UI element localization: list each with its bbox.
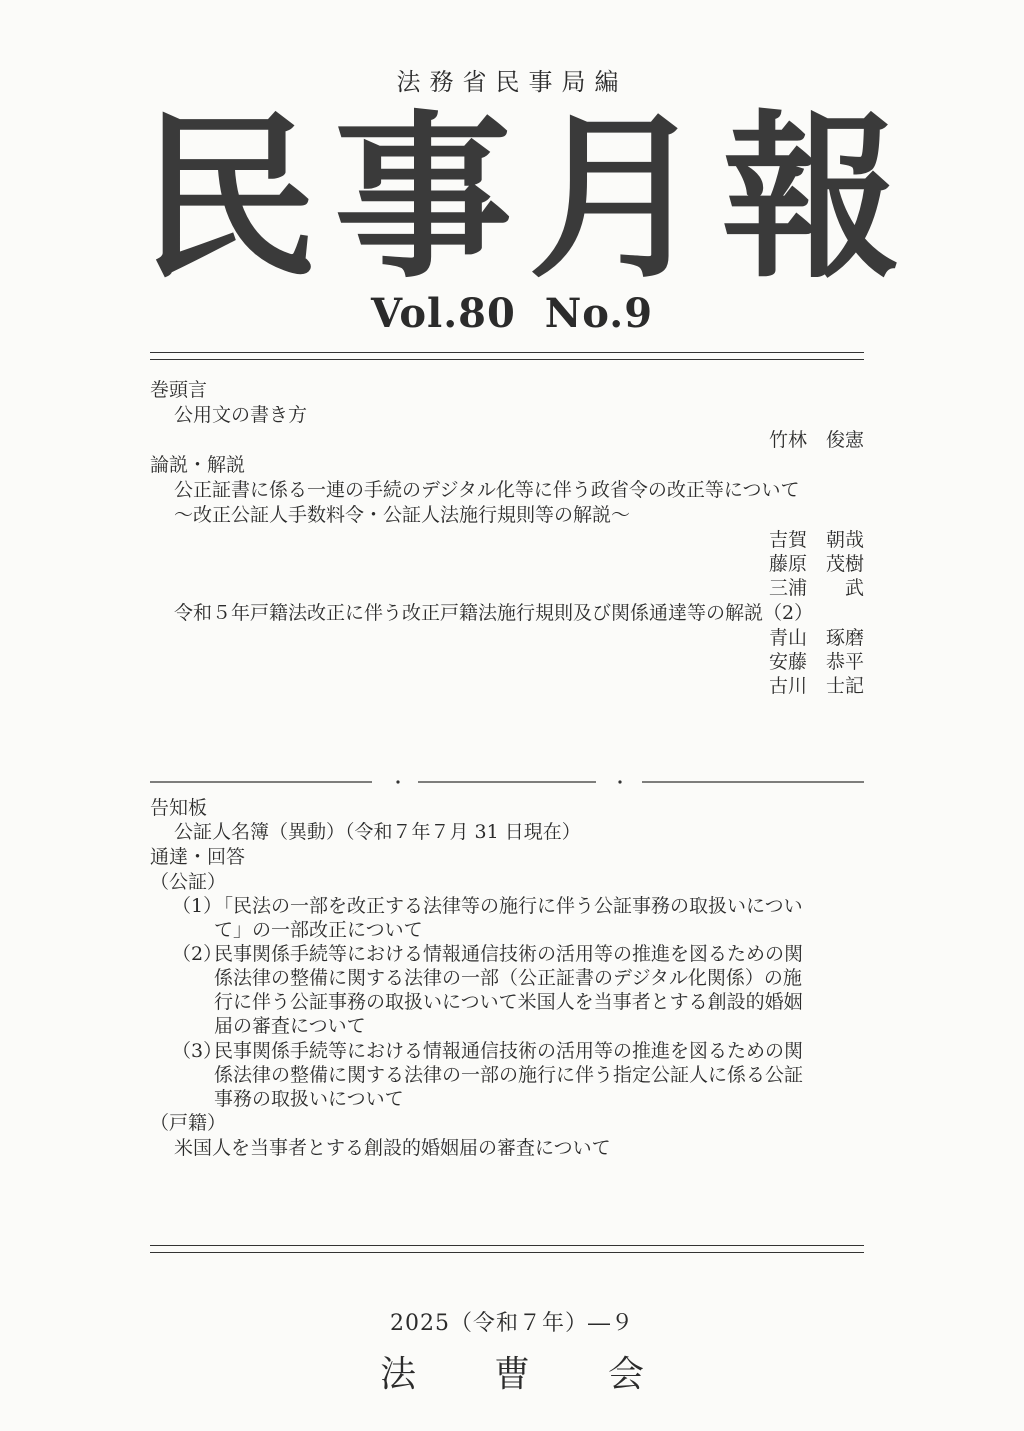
item-number: （3） bbox=[172, 1040, 223, 1062]
article2-title: 令和５年戸籍法改正に伴う改正戸籍法施行規則及び関係通達等の解説（2） bbox=[174, 602, 814, 624]
article2-author-3: 古川 士記 bbox=[768, 675, 864, 697]
article1-author-2: 藤原 茂樹 bbox=[768, 553, 864, 575]
publisher-char-1: 法 bbox=[380, 1354, 417, 1395]
section-heading-notice: 告知板 bbox=[150, 797, 208, 819]
publisher bbox=[380, 1346, 644, 1397]
section-heading-circulars: 通達・回答 bbox=[150, 846, 246, 868]
volume-number: Vol.80 No.9 bbox=[370, 290, 654, 337]
item-line: て」の一部改正について bbox=[214, 919, 423, 941]
item-line: 係法律の整備に関する法律の一部の施行に伴う指定公証人に係る公証 bbox=[214, 1064, 804, 1086]
title-char-2: 事 bbox=[334, 93, 512, 302]
title-char-1: 民 bbox=[140, 93, 318, 302]
bottom-double-rule bbox=[150, 1245, 864, 1253]
foreword-author: 竹林 俊憲 bbox=[768, 429, 864, 451]
item-line: 係法律の整備に関する法律の一部（公正証書のデジタル化関係）の施 bbox=[214, 967, 802, 989]
publisher-char-3: 会 bbox=[607, 1354, 644, 1395]
title-char-3: 月 bbox=[528, 93, 706, 302]
publisher-char-2: 曹 bbox=[493, 1354, 530, 1395]
family-register-item: 米国人を当事者とする創設的婚姻届の審査について bbox=[174, 1137, 611, 1159]
item-number: （1） bbox=[172, 895, 223, 917]
article1-title: 公正証書に係る一連の手続のデジタル化等に伴う政省令の改正等について bbox=[174, 479, 800, 501]
top-double-rule bbox=[150, 352, 864, 360]
title-char-4: 報 bbox=[722, 93, 900, 302]
item-line: 民事関係手続等における情報通信技術の活用等の推進を図るための関 bbox=[214, 943, 804, 965]
notice-item: 公証人名簿（異動）（令和７年７月 31 日現在） bbox=[174, 821, 581, 843]
article1-author-3: 三浦 武 bbox=[768, 577, 864, 599]
section-heading-articles: 論説・解説 bbox=[150, 454, 246, 476]
item-line: 届の審査について bbox=[214, 1015, 366, 1037]
section-separator bbox=[150, 776, 864, 788]
item-line: 行に伴う公証事務の取扱いについて米国人を当事者とする創設的婚姻 bbox=[214, 991, 803, 1013]
item-line: 「民法の一部を改正する法律等の施行に伴う公証事務の取扱いについ bbox=[214, 895, 803, 917]
group-label-family-register: （戸籍） bbox=[150, 1112, 227, 1134]
article1-subtitle: ～改正公証人手数料令・公証人法施行規則等の解説～ bbox=[174, 504, 631, 526]
item-line: 民事関係手続等における情報通信技術の活用等の推進を図るための関 bbox=[214, 1040, 804, 1062]
article2-author-2: 安藤 恭平 bbox=[768, 651, 864, 673]
article2-author-1: 青山 琢磨 bbox=[768, 627, 864, 649]
magazine-title bbox=[140, 93, 900, 302]
item-number: （2） bbox=[172, 943, 223, 965]
article1-author-1: 吉賀 朝哉 bbox=[768, 529, 864, 551]
editor-credit: 法務省民事局編 bbox=[396, 68, 628, 96]
item-line: 事務の取扱いについて bbox=[214, 1088, 404, 1110]
section-heading-foreword: 巻頭言 bbox=[150, 379, 208, 401]
issue-date: 2025（令和７年）―９ bbox=[390, 1311, 634, 1336]
foreword-title: 公用文の書き方 bbox=[174, 404, 308, 426]
group-label-notary: （公証） bbox=[150, 871, 227, 893]
